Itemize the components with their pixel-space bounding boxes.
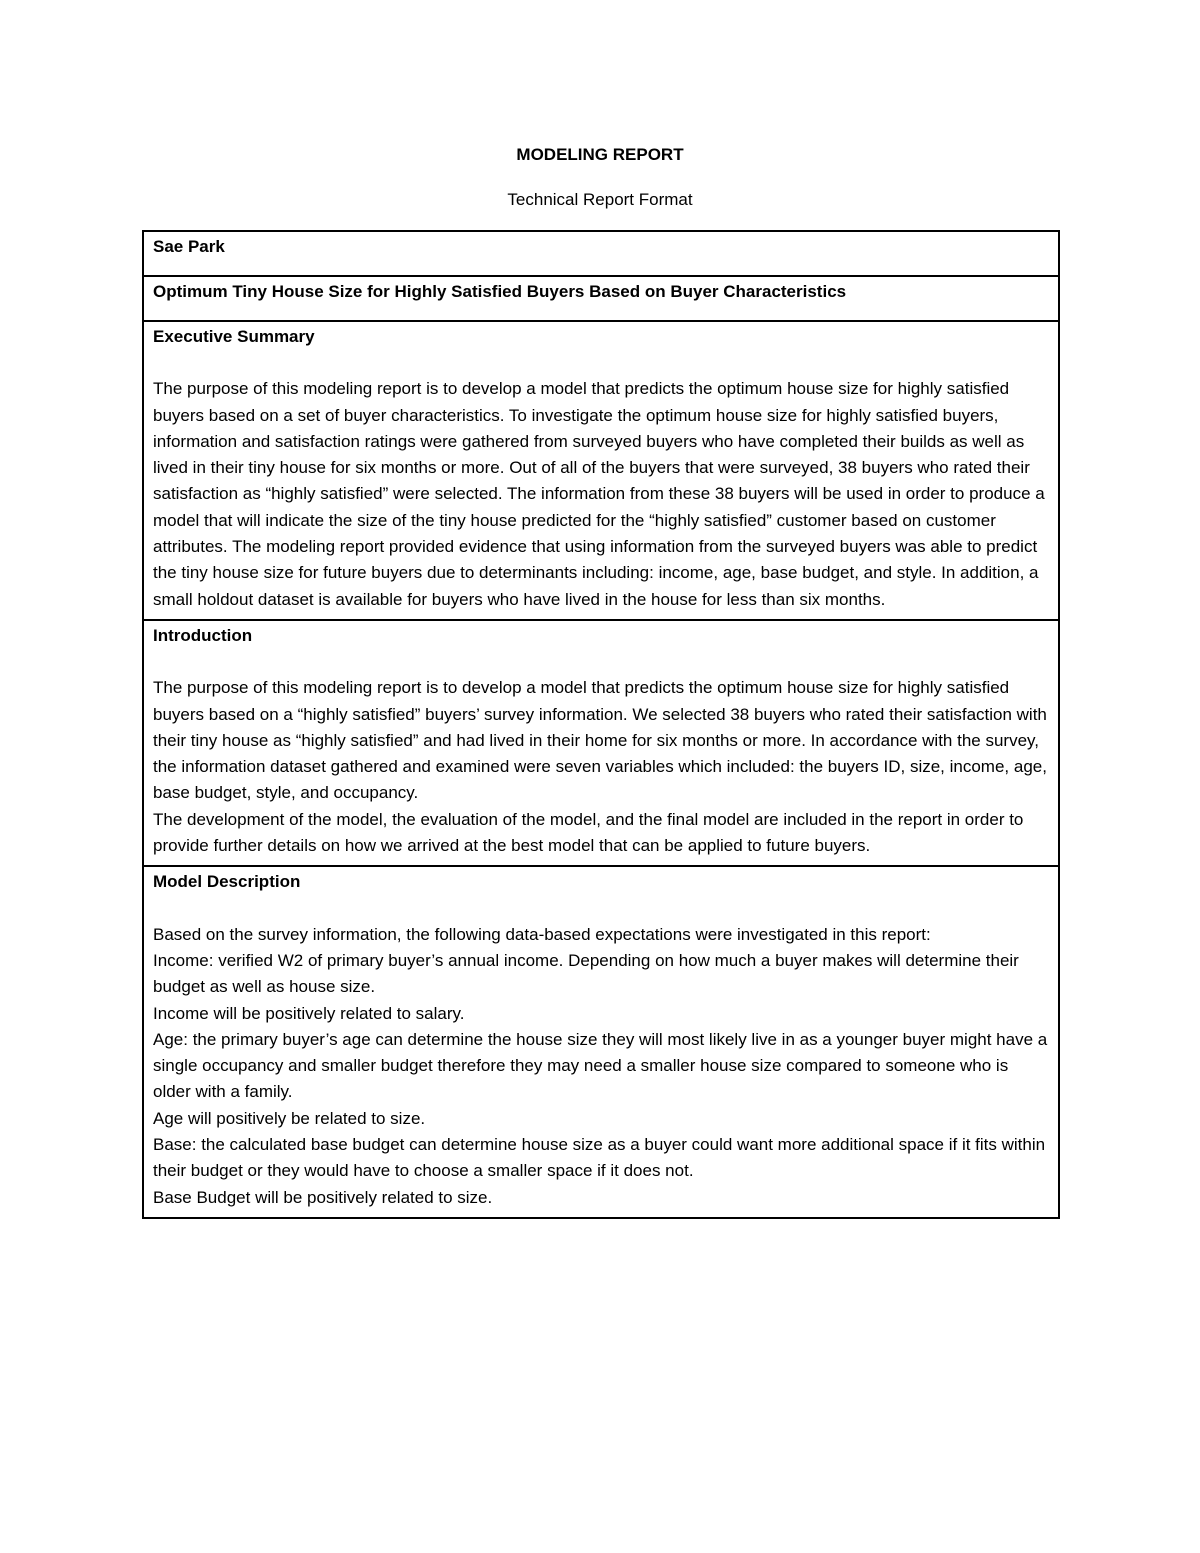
- model-description-line: Age: the primary buyer’s age can determine the house size they will most likely live in as a younger buyer might have a single occupancy and smaller budget therefore they may need a smaller house size compared to someone who is older with a family.: [153, 1029, 1048, 1102]
- executive-summary-body: The purpose of this modeling report is to develop a model that predicts the optimum house size for highly satisfied buyers based on a set of buyer characteristics. To investigate the optimum house size for highly satisfied buyers, information and satisfaction ratings were gathered from surveyed buyers who have completed their builds as well as lived in their tiny house for six months or more. Out of all of the buyers that were surveyed, 38 buyers who rated their satisfaction as “highly satisfied” were selected. The information from these 38 buyers will be used in order to produce a model that will indicate the size of the tiny house predicted for the “highly satisfied” customer based on customer attributes. The modeling report provided evidence that using information from the surveyed buyers was able to predict the tiny house size for future buyers due to determinants including: income, age, base budget, and style. In addition, a small holdout dataset is available for buyers who have lived in the house for less than six months.: [153, 379, 1045, 609]
- introduction-cell: [143, 620, 1059, 866]
- introduction-row: [143, 620, 1059, 866]
- report-table: [142, 230, 1060, 1219]
- executive-summary-cell: [143, 321, 1059, 620]
- page-subtitle: Technical Report Format: [507, 190, 693, 209]
- model-description-line: Income: verified W2 of primary buyer’s annual income. Depending on how much a buyer makes will determine their budget as well as house size.: [153, 950, 1019, 997]
- model-description-line: Income will be positively related to salary.: [153, 1003, 465, 1023]
- introduction-heading: Introduction: [153, 625, 253, 645]
- page-title: MODELING REPORT: [516, 145, 684, 164]
- executive-summary-heading: Executive Summary: [153, 327, 315, 346]
- author-cell: [143, 231, 1059, 276]
- author-name: Sae Park: [153, 237, 225, 256]
- report-title-cell: [143, 276, 1059, 321]
- report-title: Optimum Tiny House Size for Highly Satisfied Buyers Based on Buyer Characteristics: [153, 282, 847, 301]
- model-description-row: [143, 866, 1059, 1218]
- model-description-line: Base: the calculated base budget can determine house size as a buyer could want more additional space if it fits within their budget or they would have to choose a smaller space if it does not.: [153, 1135, 1046, 1181]
- model-description-cell: [143, 866, 1059, 1218]
- introduction-paragraph: The development of the model, the evaluation of the model, and the final model are included in the report in order to provide further details on how we arrived at the best model that can be applied to future buyers.: [153, 809, 1024, 856]
- introduction-paragraph: The purpose of this modeling report is to develop a model that predicts the optimum house size for highly satisfied buyers based on a “highly satisfied” buyers’ survey information. We selected 38 buyers who rated their satisfaction with their tiny house as “highly satisfied” and had lived in their home for six months or more. In accordance with the survey, the information dataset gathered and examined were seven variables which included: the buyers ID, size, income, age, base budget, style, and occupancy.: [153, 678, 1047, 803]
- author-row: [143, 231, 1059, 276]
- model-description-line: Base Budget will be positively related to size.: [153, 1187, 493, 1207]
- model-description-heading: Model Description: [153, 872, 301, 892]
- model-description-line: Age will positively be related to size.: [153, 1108, 426, 1128]
- executive-summary-row: [143, 321, 1059, 620]
- report-title-row: [143, 276, 1059, 321]
- model-description-line: Based on the survey information, the following data-based expectations were investigated in this report:: [153, 924, 931, 944]
